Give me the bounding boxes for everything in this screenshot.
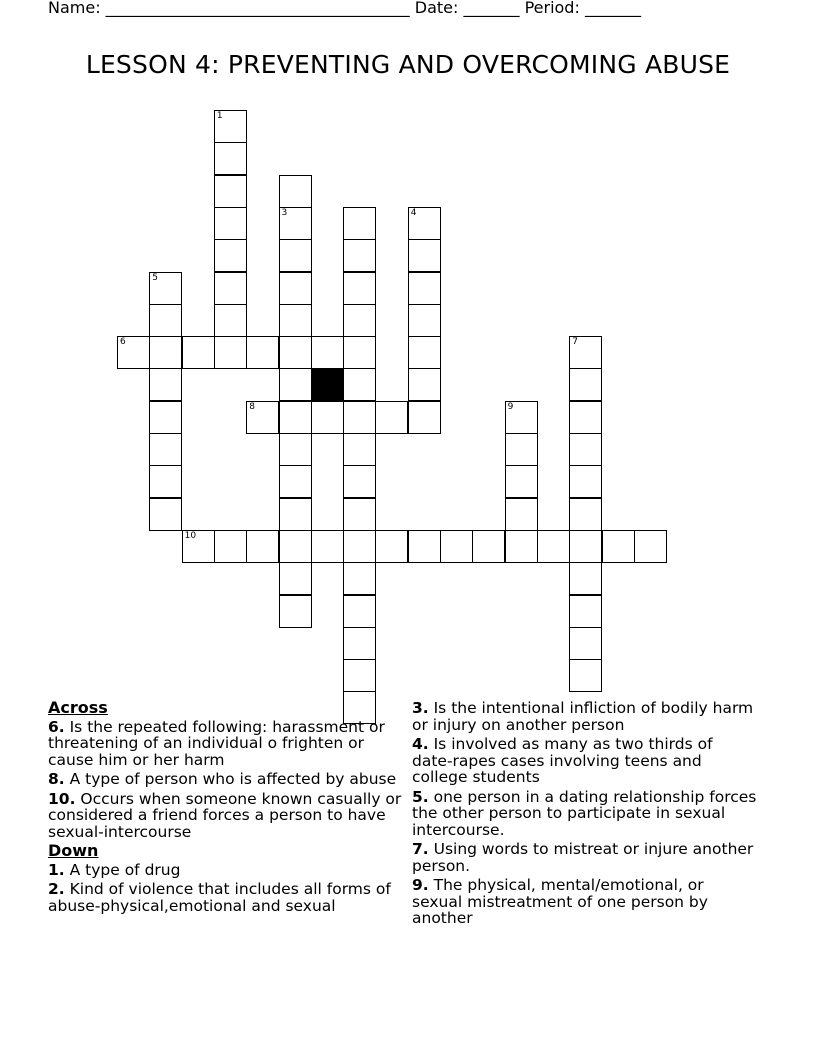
crossword-cell[interactable] <box>343 562 376 595</box>
crossword-cell[interactable] <box>214 110 247 143</box>
crossword-cell[interactable] <box>343 207 376 240</box>
cell-number: 3 <box>281 207 288 218</box>
clue-number: 7. <box>412 840 429 858</box>
clue-number: 1. <box>48 860 65 879</box>
crossword-cell[interactable] <box>505 498 538 531</box>
crossword-cell[interactable] <box>279 175 312 208</box>
crossword-cell[interactable] <box>408 239 441 272</box>
crossword-cell[interactable] <box>311 401 344 434</box>
crossword-cell[interactable] <box>375 401 408 434</box>
crossword-cell[interactable] <box>472 530 505 563</box>
crossword-cell[interactable] <box>505 530 538 563</box>
crossword-cell[interactable] <box>279 562 312 595</box>
crossword-cell[interactable] <box>569 627 602 660</box>
clue-text: one person in a dating relationship forces the other person to participate in sexual intercourse. <box>412 787 757 839</box>
clue-number: 6. <box>48 717 65 736</box>
crossword-cell[interactable] <box>311 336 344 369</box>
crossword-cell[interactable] <box>279 368 312 401</box>
cell-number: 10 <box>184 530 197 541</box>
crossword-cell[interactable] <box>279 465 312 498</box>
clue-number: 4. <box>412 735 429 753</box>
crossword-cell[interactable] <box>149 304 182 337</box>
clue-text: Occurs when someone known casually or considered a friend forces a person to have sexual-intercourse <box>48 789 402 841</box>
crossword-cell[interactable] <box>214 272 247 305</box>
crossword-cell[interactable] <box>375 530 408 563</box>
clue-text: The physical, mental/emotional, or sexual mistreatment of one person by another <box>412 876 708 927</box>
crossword-cell[interactable] <box>279 498 312 531</box>
clue-down-3 <box>412 700 757 733</box>
crossword-cell[interactable] <box>537 530 570 563</box>
crossword-cell[interactable] <box>408 530 441 563</box>
crossword-cell[interactable] <box>505 465 538 498</box>
cell-number: 5 <box>152 272 159 283</box>
clue-number: 8. <box>48 770 65 788</box>
crossword-cell[interactable] <box>569 562 602 595</box>
crossword-cell[interactable] <box>408 207 441 240</box>
crossword-cell[interactable] <box>569 401 602 434</box>
clue-down-5 <box>412 789 757 839</box>
crossword-cell[interactable] <box>569 465 602 498</box>
crossword-cell[interactable] <box>279 239 312 272</box>
crossword-cell[interactable] <box>343 627 376 660</box>
clue-down-9 <box>412 877 757 927</box>
crossword-cell[interactable] <box>569 530 602 563</box>
crossword-cell[interactable] <box>311 530 344 563</box>
crossword-cell[interactable] <box>149 368 182 401</box>
crossword-cell[interactable] <box>408 401 441 434</box>
crossword-cell[interactable] <box>246 336 279 369</box>
crossword-cell[interactable] <box>214 142 247 175</box>
cell-number: 7 <box>572 337 578 348</box>
clue-text: Kind of violence that includes all forms of abuse-physical,emotional and sexual <box>48 880 391 915</box>
cell-number: 6 <box>120 337 126 348</box>
crossword-cell[interactable] <box>408 336 441 369</box>
clue-down-1 <box>48 862 408 879</box>
crossword-cell[interactable] <box>569 433 602 466</box>
crossword-cell[interactable] <box>343 239 376 272</box>
crossword-cell[interactable] <box>279 595 312 628</box>
cell-number: 9 <box>507 401 514 412</box>
crossword-cell[interactable] <box>279 336 312 369</box>
crossword-cell[interactable] <box>246 401 279 434</box>
crossword-cell[interactable] <box>182 336 215 369</box>
clue-number: 9. <box>412 876 429 894</box>
crossword-cell[interactable] <box>214 175 247 208</box>
clue-number: 5. <box>412 787 429 806</box>
crossword-cell[interactable] <box>149 498 182 531</box>
crossword-cell[interactable] <box>569 336 602 369</box>
crossword-cell[interactable] <box>343 368 376 401</box>
crossword-cell[interactable] <box>569 595 602 628</box>
crossword-cell[interactable] <box>149 401 182 434</box>
crossword-cell[interactable] <box>440 530 473 563</box>
crossword-block-cell <box>311 368 344 401</box>
clue-across-8 <box>48 771 408 788</box>
crossword-cell[interactable] <box>569 498 602 531</box>
crossword-cell[interactable] <box>505 401 538 434</box>
crossword-cell[interactable] <box>149 272 182 305</box>
cell-number: 1 <box>216 111 223 121</box>
crossword-cell[interactable] <box>214 239 247 272</box>
crossword-cell[interactable] <box>149 433 182 466</box>
clue-text: A type of drug <box>64 860 181 879</box>
crossword-cell[interactable] <box>505 433 538 466</box>
crossword-cell[interactable] <box>343 272 376 305</box>
crossword-cell[interactable] <box>214 304 247 337</box>
crossword-cell[interactable] <box>408 304 441 337</box>
down-heading: Down <box>48 841 99 860</box>
clue-number: 3. <box>412 699 429 717</box>
clue-text: Is the intentional infliction of bodily harm or injury on another person <box>412 699 754 734</box>
crossword-cell[interactable] <box>343 336 376 369</box>
clue-text: Using words to mistreat or injure another person. <box>412 840 754 875</box>
crossword-cell[interactable] <box>214 530 247 563</box>
crossword-cell[interactable] <box>569 659 602 692</box>
crossword-cell[interactable] <box>602 530 635 563</box>
header-fields: Name: ______________________________________ Date: _______ Period: _______ <box>48 0 641 17</box>
clue-text: Is the repeated following: harassment or threatening of an individual o frighten or cause him or her harm <box>48 717 385 769</box>
crossword-cell[interactable] <box>214 207 247 240</box>
clues-right-column <box>412 700 757 930</box>
crossword-cell[interactable] <box>279 401 312 434</box>
crossword-cell[interactable] <box>182 530 215 563</box>
crossword-cell[interactable] <box>343 659 376 692</box>
across-heading: Across <box>48 698 108 717</box>
crossword-cell[interactable] <box>343 401 376 434</box>
crossword-cell[interactable] <box>279 207 312 240</box>
page-title: LESSON 4: PREVENTING AND OVERCOMING ABUSE <box>85 50 731 79</box>
crossword-cell[interactable] <box>149 336 182 369</box>
crossword-cell[interactable] <box>279 433 312 466</box>
clue-across-6 <box>48 719 408 769</box>
crossword-cell[interactable] <box>408 368 441 401</box>
crossword-cell[interactable] <box>569 368 602 401</box>
crossword-cell[interactable] <box>343 595 376 628</box>
clue-text: Is involved as many as two thirds of date-rapes cases involving teens and college students <box>412 735 713 786</box>
clue-down-7 <box>412 841 757 874</box>
crossword-cell[interactable] <box>279 304 312 337</box>
crossword-cell[interactable] <box>343 433 376 466</box>
clues-left-column <box>48 700 408 917</box>
crossword-cell[interactable] <box>408 272 441 305</box>
crossword-cell[interactable] <box>634 530 667 563</box>
clue-text: A type of person who is affected by abuse <box>64 770 397 788</box>
clue-down-4 <box>412 736 757 786</box>
crossword-cell[interactable] <box>343 465 376 498</box>
crossword-cell[interactable] <box>149 465 182 498</box>
clue-down-2 <box>48 881 408 914</box>
crossword-cell[interactable] <box>246 530 279 563</box>
crossword-cell[interactable] <box>279 272 312 305</box>
clue-number: 2. <box>48 880 65 898</box>
crossword-cell[interactable] <box>279 530 312 563</box>
cell-number: 8 <box>249 401 255 412</box>
cell-number: 4 <box>410 207 417 218</box>
crossword-cell[interactable] <box>214 336 247 369</box>
crossword-cell[interactable] <box>343 498 376 531</box>
clue-number: 10. <box>48 789 76 808</box>
clue-across-10 <box>48 791 408 841</box>
crossword-cell[interactable] <box>343 304 376 337</box>
crossword-cell[interactable] <box>117 336 150 369</box>
crossword-cell[interactable] <box>343 530 376 563</box>
